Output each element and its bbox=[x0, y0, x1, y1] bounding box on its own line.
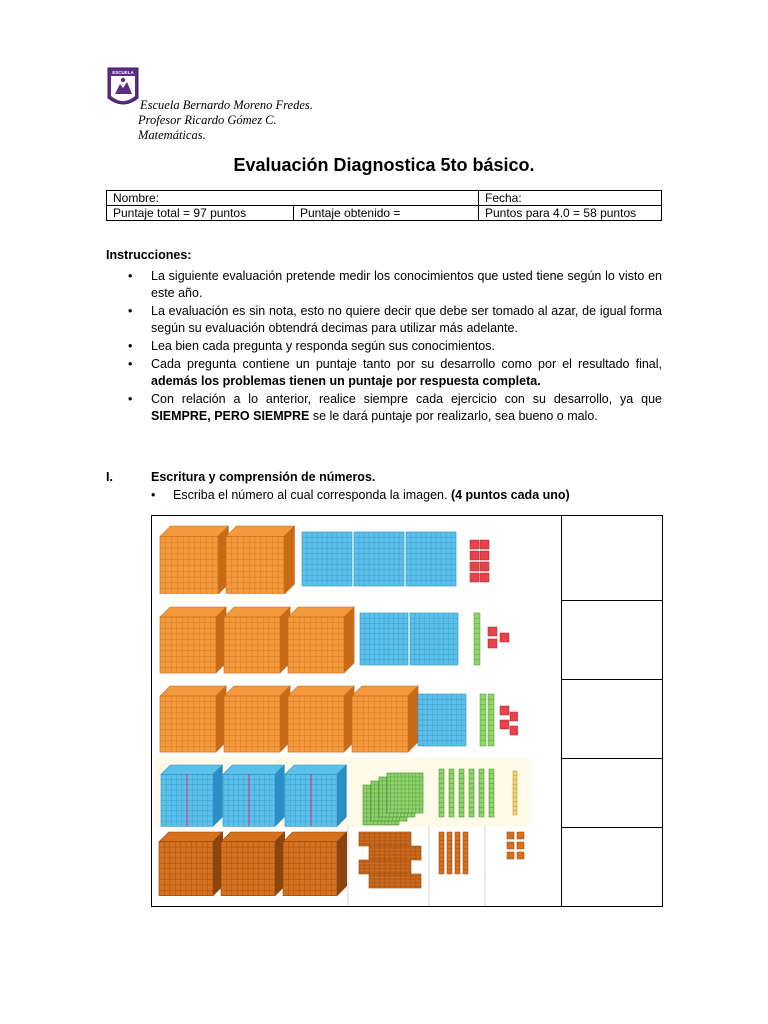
answer-box-5[interactable] bbox=[562, 828, 662, 906]
name-cell[interactable]: Nombre: bbox=[107, 191, 479, 206]
instruction-item: • Lea bien cada pregunta y responda según sus conocimientos. bbox=[128, 339, 495, 353]
answer-box-3[interactable] bbox=[562, 680, 662, 758]
instruction-item: • La siguiente evaluación pretende medir los conocimientos que usted tiene según lo visto en este año. bbox=[128, 269, 662, 300]
info-table bbox=[106, 190, 662, 221]
blocks-image-1 bbox=[158, 520, 498, 594]
answer-box-4[interactable] bbox=[562, 759, 662, 827]
section-prompt: • Escriba el número al cual corresponda la imagen. (4 puntos cada uno) bbox=[151, 488, 570, 502]
answer-box-1[interactable] bbox=[562, 516, 662, 600]
section-heading: I. Escritura y comprensión de números. bbox=[106, 470, 376, 484]
instruction-item: • Con relación a lo anterior, realice siempre cada ejercicio con su desarrollo, ya que SIEMPRE, PERO SIEMPRE se le dará puntaje por realizarlo, sea bueno o malo. bbox=[128, 392, 662, 423]
subject-name: Matemáticas. bbox=[138, 128, 206, 142]
page-title: Evaluación Diagnostica 5to básico. bbox=[233, 155, 535, 175]
instructions-list bbox=[106, 268, 662, 426]
total-score-cell: Puntaje total = 97 puntos bbox=[107, 206, 294, 221]
school-name: Escuela Bernardo Moreno Fredes. bbox=[140, 98, 313, 112]
instruction-item: • Cada pregunta contiene un puntaje tanto por su desarrollo como por el resultado final, además los problemas tienen un puntaje por respuesta completa. bbox=[128, 357, 662, 388]
instructions-heading: Instrucciones: bbox=[106, 248, 192, 262]
logo-text: ESCUELA bbox=[112, 70, 134, 75]
school-logo bbox=[106, 66, 140, 110]
date-cell[interactable]: Fecha: bbox=[479, 191, 662, 206]
blocks-image-4 bbox=[155, 757, 530, 827]
obtained-score-cell[interactable]: Puntaje obtenido = bbox=[294, 206, 479, 221]
answer-box-2[interactable] bbox=[562, 601, 662, 679]
teacher-name: Profesor Ricardo Gómez C. bbox=[138, 113, 277, 127]
blocks-image-3 bbox=[158, 682, 518, 754]
blocks-image-2 bbox=[158, 603, 510, 675]
blocks-image-5 bbox=[155, 826, 542, 906]
passing-score-cell: Puntos para 4.0 = 58 puntos bbox=[479, 206, 662, 221]
instruction-item: • La evaluación es sin nota, esto no quiere decir que debe ser tomado al azar, de igual forma según su evaluación obtendrá decimas para utilizar más adelante. bbox=[128, 304, 662, 335]
